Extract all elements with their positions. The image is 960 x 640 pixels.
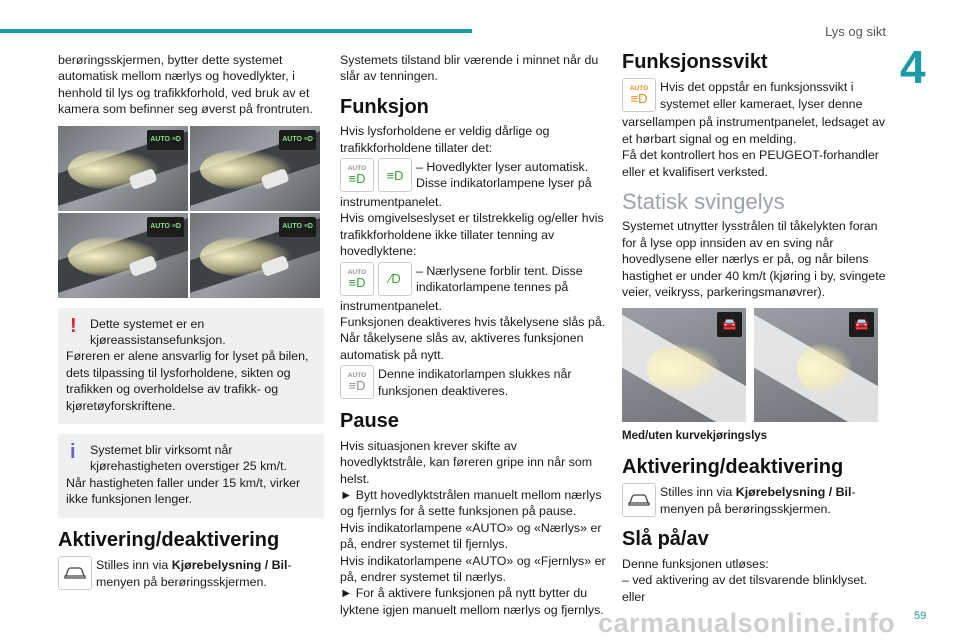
- sla-paragraph: Denne funksjonen utløses:: [622, 556, 769, 571]
- static-paragraph: Systemet utnytter lysstrålen til tåkelykten foran for å lyse opp innsiden av en sving når hovedlysene eller nærlys er på, og når bilens hastighet er under 40 km/t (kjøring i by, svingete veier, veikryss, parkeringsmanøvrer).: [622, 219, 886, 300]
- pause-p2: ► Bytt hovedlyktstrålen manuelt mellom nærlys og fjernlys for å sette funksjonen på pause.: [340, 487, 602, 519]
- auto-indicator-off-icon: AUTO ≡D: [340, 365, 374, 399]
- info-text-first: Systemet blir virksomt når kjørehastigheten overstiger 25 km/t.: [90, 443, 287, 474]
- pause-p5: ► For å aktivere funksjonen på nytt bytter du lyktene igjen manuelt mellom nærlys og fjernlys.: [340, 586, 604, 617]
- auto-fault-icon: AUTO ≡D: [622, 78, 656, 112]
- info-text-rest: Når hastigheten faller under 15 km/t, virker ikke funksjonen lenger.: [66, 475, 301, 507]
- section-heading-activation: Aktivering/deaktivering: [58, 528, 280, 551]
- low-beam-text: – Nærlysene forblir tent. Disse indikatorlampene tennes på: [416, 263, 583, 295]
- warning-note: [58, 308, 324, 424]
- section-heading-activation-2: Aktivering/deaktivering: [622, 455, 844, 478]
- column-2: [340, 52, 606, 618]
- chapter-number: 4: [900, 41, 926, 93]
- activation-row-2: [622, 483, 892, 517]
- warning-text-rest: Føreren er alene ansvarlig for lyset på bilen, dets tilpassing til lysforholdene, sikten og trafikken og overholdelse av trafikk- og kjøretøyforskriftene.: [66, 349, 309, 413]
- section-title: Lys og sikt: [825, 24, 886, 39]
- high-beam-text: – Hovedlykter lyser automatisk. Disse indikatorlampene lyser på: [416, 160, 592, 191]
- car-settings-icon: [58, 556, 92, 590]
- pause-p4: Hvis indikatorlampene «AUTO» og «Fjernlys» er på, endrer systemet til nærlys.: [340, 553, 606, 584]
- info-icon: i: [70, 441, 76, 464]
- pause-p1: Hvis situasjonen krever skifte av hovedlyktstråle, kan føreren gripe inn når som helst.: [340, 438, 593, 486]
- indicator-off-text: Denne indikatorlampen slukkes når funksjonen deaktiveres.: [378, 367, 572, 398]
- funksjon-p2-tail: instrumentpanelet.: [340, 298, 442, 313]
- cornering-photo-with: [622, 308, 746, 422]
- photo-caption: Med/uten kurvekjøringslys: [622, 430, 768, 443]
- funksjon-p1: Hvis lysforholdene er veldig dårlige og trafikkforholdene tillater det:: [340, 124, 550, 155]
- auto-indicator-icon: AUTO ≡D: [340, 158, 374, 192]
- column-3: [622, 52, 892, 605]
- pause-p3: Hvis indikatorlampene «AUTO» og «Nærlys» er på, endrer systemet til fjernlys.: [340, 520, 602, 552]
- road-photo: [190, 213, 320, 298]
- funksjon-p3: Funksjonen deaktiveres hvis tåkelysene slås på. Når tåkelysene slås av, aktiveres funksjonen automatisk på nytt.: [340, 315, 606, 362]
- page-number: 59: [914, 610, 927, 622]
- indicator-badge: AUTO ≡D: [147, 217, 184, 237]
- activation-text: Stilles inn via Kjørebelysning / Bil-menyen på berøringsskjermen.: [96, 558, 292, 589]
- funksjon-p1-tail: instrumentpanelet.: [340, 195, 442, 210]
- fault-row: [622, 78, 892, 112]
- header-accent-bar: [0, 29, 472, 33]
- indicator-badge: AUTO ≡D: [279, 217, 316, 237]
- cornering-photo-without: [754, 308, 878, 422]
- fault-text-1: Hvis det oppstår en funksjonssvikt i systemet eller kameraet, lyser denne: [660, 80, 863, 111]
- indicator-row-high: [340, 158, 606, 192]
- section-heading-static: Statisk svingelys: [622, 189, 785, 215]
- watermark: carmanualsonline.info: [598, 608, 896, 638]
- warning-exclamation-icon: !: [70, 314, 77, 337]
- indicator-badge: AUTO ≡D: [279, 130, 316, 150]
- sla-item: – ved aktivering av det tilsvarende blinklyset.: [622, 573, 868, 588]
- section-heading-fault: Funksjonssvikt: [622, 51, 768, 73]
- car-front-icon: 🚘: [717, 312, 742, 336]
- warning-text-first: Dette systemet er en kjøreassistansefunksjon.: [90, 316, 226, 348]
- indicator-badge: AUTO ≡D: [147, 130, 184, 150]
- fault-text-2: varsellampen på instrumentpanelet, ledsaget av et hørbart signal og en melding.: [622, 115, 886, 146]
- intro-paragraph: berøringsskjermen, bytter dette systemet automatisk mellom nærlys og hovedlykter, i henhold til lys og trafikkforhold, ved bruk av et kamera som befinner seg øverst på frontruten.: [58, 53, 313, 117]
- memory-paragraph: Systemets tilstand blir værende i minnet når du slår av tenningen.: [340, 53, 599, 84]
- indicator-row-off: [340, 365, 606, 399]
- activation-row: [58, 556, 324, 590]
- cornering-light-photos: [622, 308, 892, 422]
- column-1: [58, 52, 324, 592]
- road-photo: [58, 126, 188, 211]
- high-beam-icon: ≡D: [378, 158, 412, 192]
- car-front-icon: 🚘: [849, 312, 874, 336]
- low-beam-icon: ⁄D: [378, 262, 412, 296]
- section-heading-sla: Slå på/av: [622, 528, 709, 551]
- section-heading-pause: Pause: [340, 410, 399, 433]
- fault-text-3: Få det kontrollert hos en PEUGEOT-forhandler eller et kvalifisert verksted.: [622, 148, 879, 179]
- indicator-row-low: [340, 262, 606, 296]
- sla-tail: eller: [622, 589, 646, 604]
- road-photo: [190, 126, 320, 211]
- activation-text-2: Stilles inn via Kjørebelysning / Bil-menyen på berøringsskjermen.: [660, 485, 856, 516]
- road-photo: [58, 213, 188, 298]
- car-settings-icon: [622, 483, 656, 517]
- section-heading-funksjon: Funksjon: [340, 95, 429, 118]
- auto-headlights-photos: [58, 126, 320, 298]
- funksjon-p2: Hvis omgivelseslyset er tilstrekkelig og/eller hvis trafikkforholdene ikke tillater tenning av hovedlyktene:: [340, 211, 604, 259]
- auto-indicator-icon: AUTO ≡D: [340, 262, 374, 296]
- info-note: [58, 434, 324, 518]
